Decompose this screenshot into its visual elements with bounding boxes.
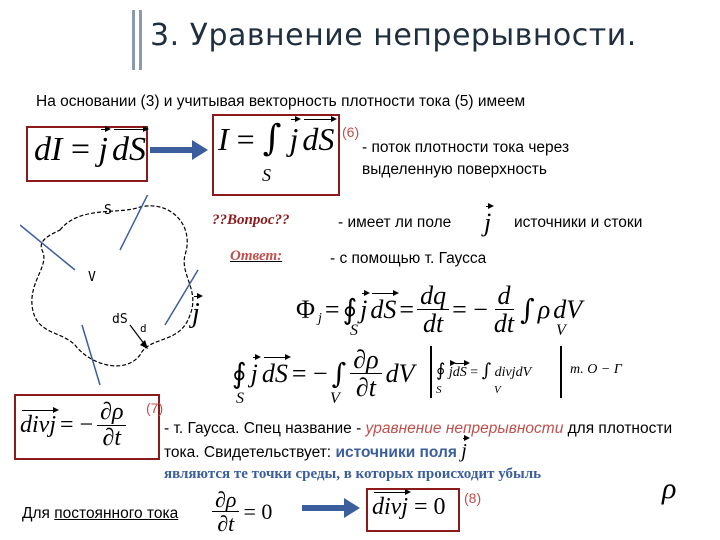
eq-I	[218, 118, 334, 159]
eq6-description: - поток плотности тока через выделенную поверхность	[362, 139, 570, 178]
eq-I-int: ∫	[262, 118, 282, 159]
eq-gauss-frac	[350, 346, 381, 402]
eq-flux-sub-S: S	[350, 322, 358, 339]
eq-gauss-dS: dS	[261, 358, 288, 388]
eq-gauss-oint: ∮	[232, 357, 247, 391]
title-rule-1	[132, 10, 135, 70]
eq-flux-dq: dq	[417, 282, 449, 310]
diagram-j	[192, 298, 200, 330]
eq-small-dV: dV	[515, 365, 532, 380]
arrow-right-icon	[148, 138, 210, 162]
eq8	[372, 494, 446, 521]
eq7-text	[164, 418, 684, 464]
eq-flux-sub-V: V	[556, 322, 566, 339]
eq-small-dS: dS	[452, 365, 467, 380]
eq-gauss-drho: ∂ρ	[350, 346, 381, 374]
eq7-div: divj	[20, 412, 56, 439]
eq-flux-dS: dS	[370, 294, 397, 324]
eq-flux-frac1	[417, 282, 449, 338]
eq7-text-1: - т. Гаусса. Спец название -	[164, 420, 366, 437]
eq7-text-2: для плотности тока. Свидетельствует:	[164, 420, 673, 461]
eq-flux-eq: =	[324, 294, 340, 324]
diagram-j-label: j	[192, 298, 200, 329]
eq-dI	[34, 131, 146, 169]
eq-flux	[296, 282, 582, 338]
eq-small-tail: т. О − Г	[570, 362, 622, 377]
const-eq	[212, 488, 272, 535]
const-label	[22, 505, 178, 523]
const-frac-num: ∂ρ	[212, 488, 239, 512]
eq-flux-phi: Φ	[296, 294, 316, 324]
eq8-eq: = 0	[414, 494, 446, 520]
const-frac-den: ∂t	[217, 511, 235, 537]
answer-label: Ответ:	[230, 248, 283, 264]
question-tail: источники и стоки	[514, 214, 643, 231]
eq-I-j: j	[289, 121, 299, 157]
eq-I-eq: =	[236, 121, 255, 157]
diagram-V: V	[88, 270, 96, 285]
eq7-rho: ρ	[662, 472, 677, 505]
question-j-label: j	[484, 208, 492, 237]
eq-dI-dS: dS	[111, 131, 146, 168]
eq7-text-3: являются те точки среды, в которых происходит убыль	[164, 466, 542, 482]
eq7-drho: ∂ρ	[97, 400, 126, 426]
eq-gauss-sub-V: V	[330, 390, 340, 407]
eq-I-dS: dS	[302, 121, 335, 157]
eq-flux-d: d	[495, 282, 514, 310]
eq-flux-frac2	[491, 282, 517, 338]
question-j	[484, 208, 491, 238]
eq-small-eq: =	[470, 365, 479, 380]
eq-gauss-eq: = −	[291, 358, 328, 388]
eq7-sources: источники поля	[335, 444, 457, 461]
eq7	[20, 400, 126, 451]
eq7-sources-j: j	[461, 440, 467, 462]
eq7-term: уравнение непрерывности	[365, 420, 564, 437]
eq-gauss-j: j	[250, 358, 258, 388]
eq-small-oint: ∮	[436, 360, 446, 381]
eq-flux-sub-j: j	[318, 310, 322, 326]
eq-small-div: divj	[494, 365, 516, 380]
page-title: 3. Уравнение непрерывности.	[150, 18, 637, 53]
eq-small-int: ∫	[481, 360, 492, 381]
eq8-div: divj	[372, 494, 408, 520]
eq-gauss-dt: ∂t	[355, 373, 376, 403]
title-rule-2	[139, 10, 142, 70]
eq-flux-eq2: =	[399, 294, 415, 324]
eq7-dt: ∂t	[102, 425, 122, 452]
eq-dI-eq: =	[70, 131, 91, 168]
arrow-right-icon-2	[300, 496, 362, 520]
eq-small-bar-right	[560, 346, 562, 398]
eq-flux-rho: ρ	[537, 294, 551, 324]
eq-small-bar-left	[430, 346, 432, 398]
eq7-frac	[97, 400, 126, 451]
const-frac	[212, 488, 239, 535]
eq-small-sub-S: S	[436, 384, 442, 396]
eq-small	[436, 360, 531, 381]
eq-flux-oint: ∮	[342, 293, 358, 327]
eq-dI-j: j	[98, 131, 108, 168]
eq-small-j: j	[448, 365, 453, 380]
diagram-dS: dS	[112, 312, 128, 327]
eq-flux-j: j	[360, 294, 368, 324]
eq-small-sub-V: V	[494, 384, 501, 396]
surface-diagram	[20, 195, 210, 385]
eq-gauss-sub-S: S	[236, 390, 244, 407]
eq7-number: (7)	[146, 400, 164, 416]
eq-gauss-dV: dV	[385, 358, 415, 388]
const-label-underlined: постоянного тока	[54, 505, 179, 522]
eq-flux-eq3: = −	[452, 294, 488, 324]
question-label: ??Вопрос??	[212, 212, 290, 228]
eq-gauss-int: ∫	[331, 357, 347, 391]
const-label-prefix: Для	[22, 505, 55, 522]
const-eq-zero: = 0	[243, 498, 273, 524]
intro-text: На основании (3) и учитывая векторность плотности тока (5) имеем	[36, 93, 526, 110]
diagram-S: S	[104, 203, 112, 218]
eq-flux-dt: dt	[422, 309, 444, 339]
eq7-eq: = −	[60, 412, 94, 439]
eq6-number: (6)	[342, 124, 360, 140]
eq-flux-int: ∫	[520, 293, 535, 327]
question-text: - имеет ли поле	[338, 214, 452, 231]
eq8-number: (8)	[464, 490, 482, 506]
eq-flux-dt2: dt	[493, 309, 515, 339]
eq-flux-dV: dV	[553, 294, 583, 324]
eq-dI-lhs: dI	[34, 131, 63, 168]
eq-gauss	[232, 346, 414, 402]
answer-text: - с помощью т. Гаусса	[330, 250, 487, 267]
eq-I-lhs: I	[218, 121, 229, 157]
eq-I-sub: S	[262, 165, 271, 185]
diagram-vector-label: d	[140, 322, 147, 335]
